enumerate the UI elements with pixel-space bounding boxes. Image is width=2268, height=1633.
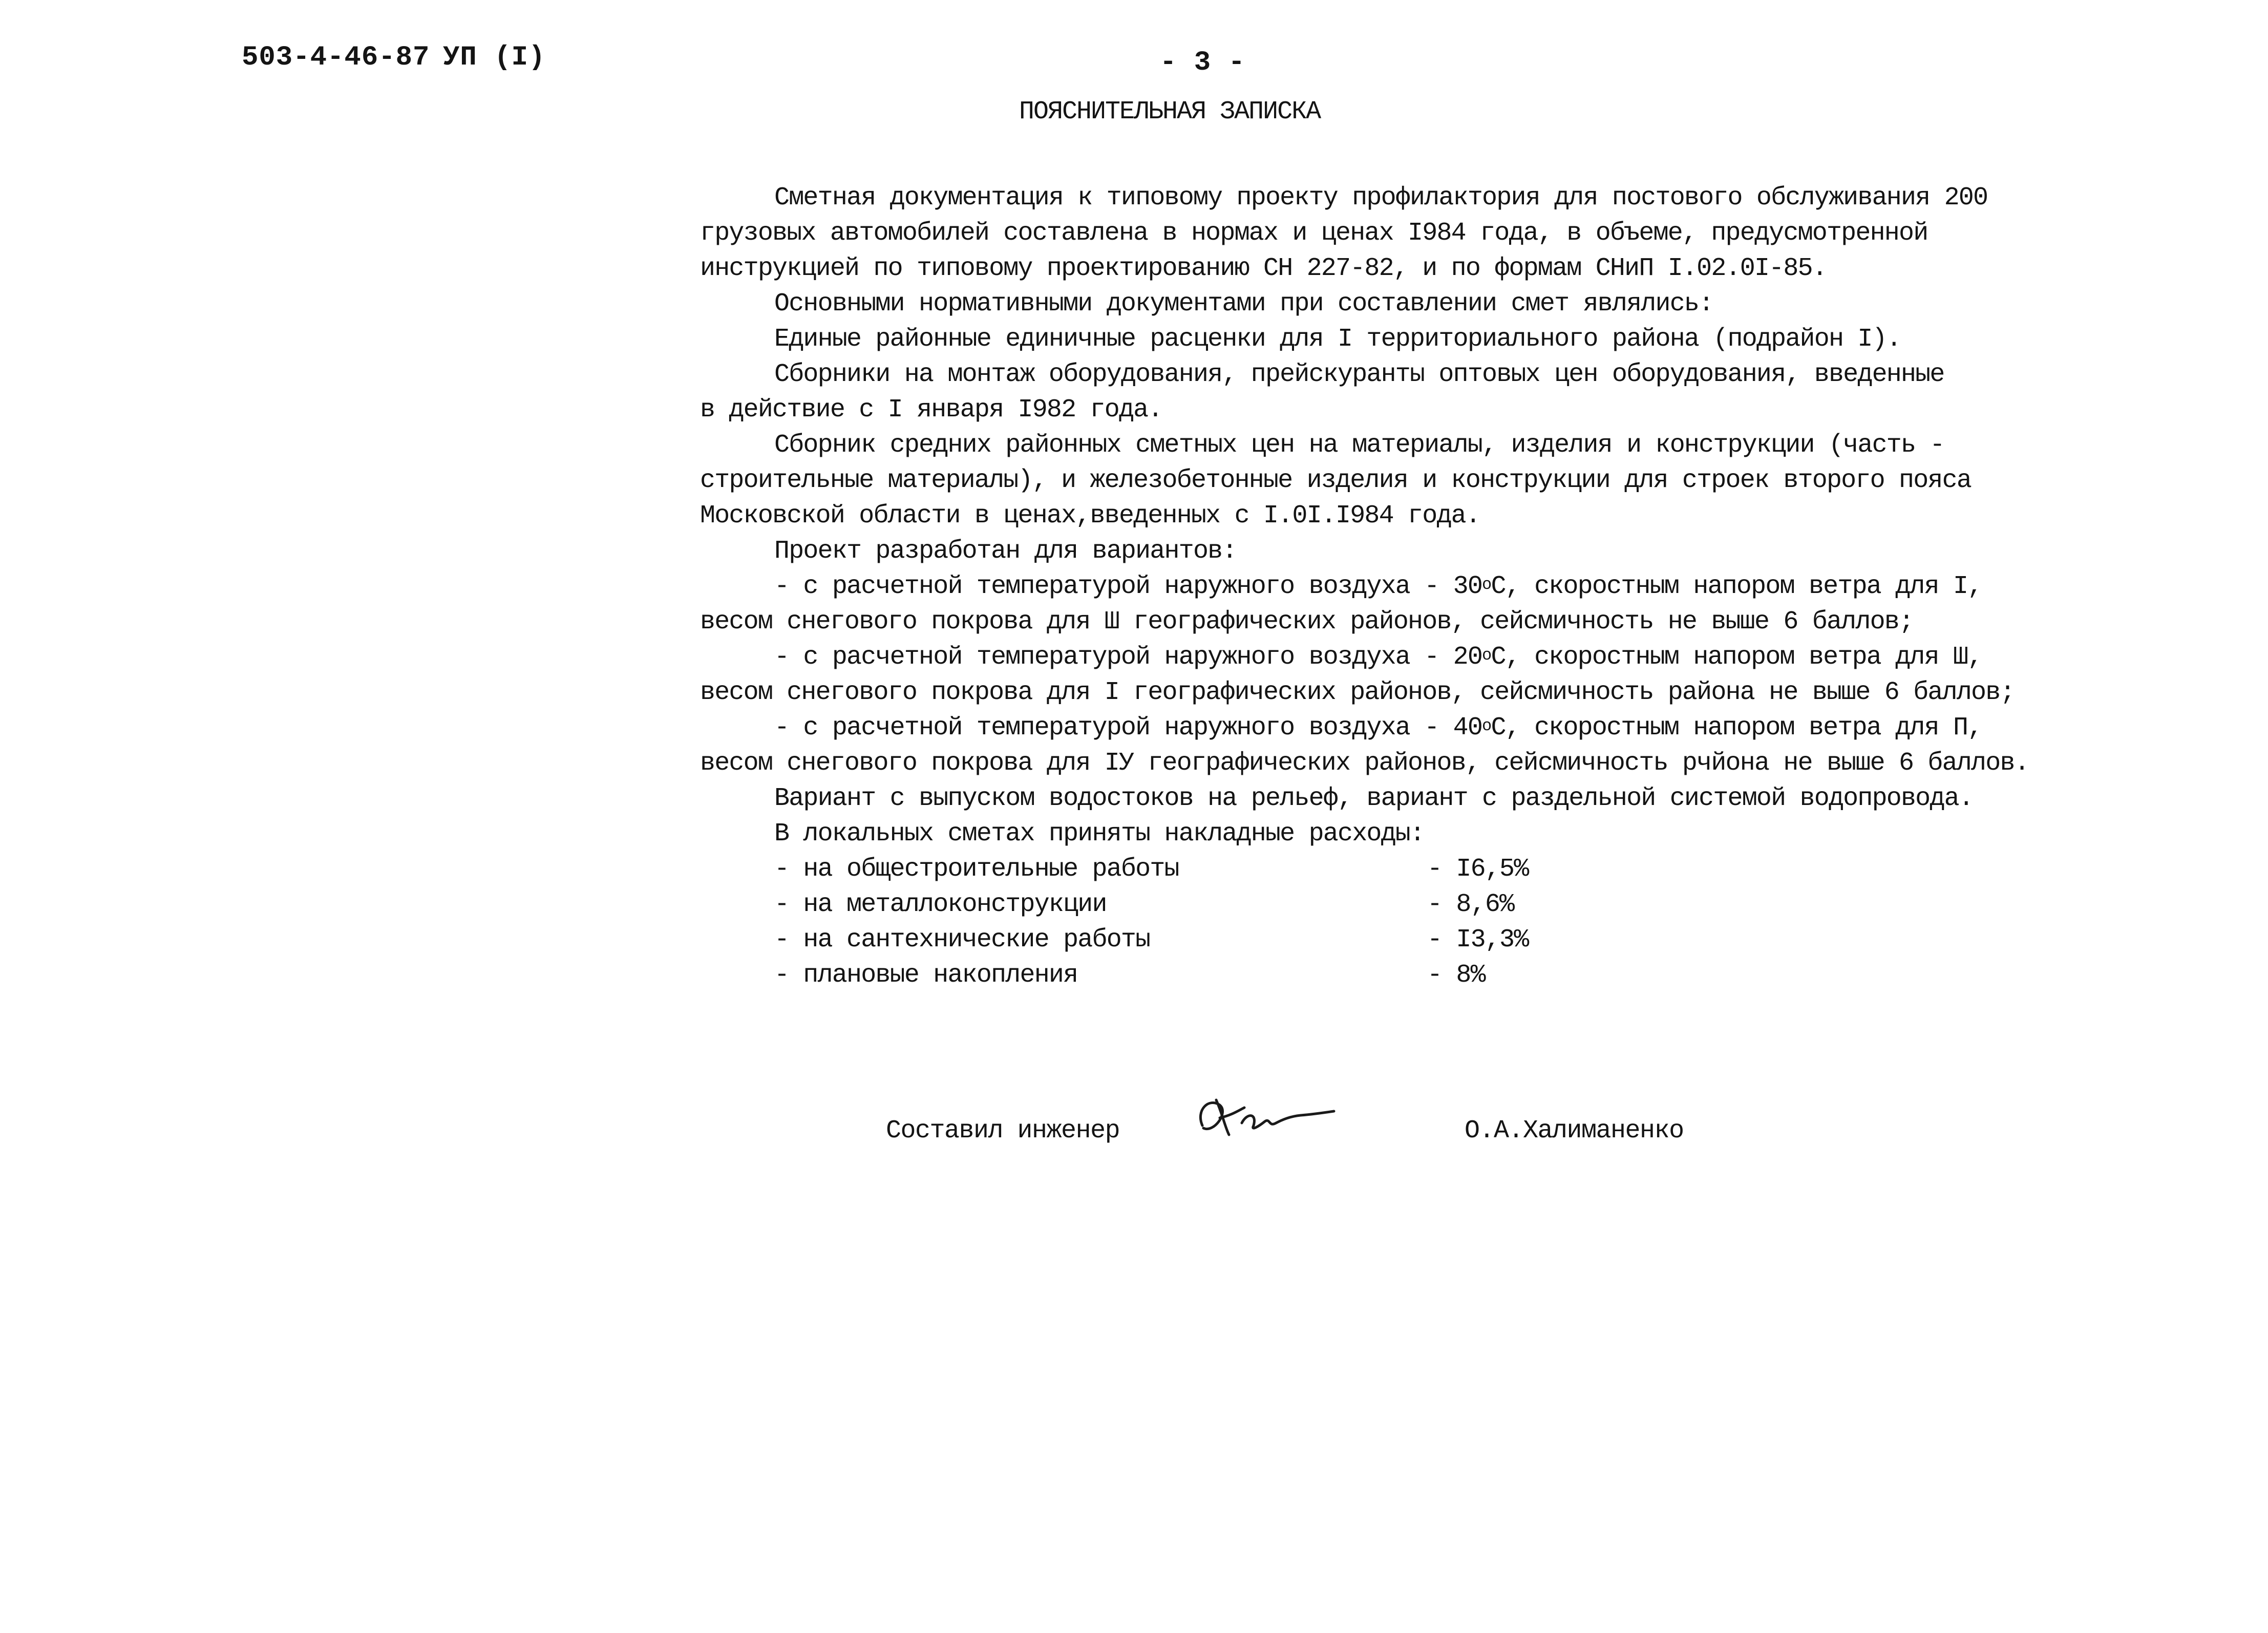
overhead-rate-row — [700, 922, 2052, 958]
rate-label: - на сантехнические работы — [774, 925, 1150, 955]
paragraph-line: строительные материалы), и железобетонные изделия и конструкции для строек второго пояса — [700, 466, 1972, 495]
paragraph-line: Единые районные единичные расценки для I территориального района (подрайон I). — [774, 325, 1901, 354]
note-body — [700, 180, 2052, 993]
variant-line — [700, 710, 2052, 746]
rate-value: - I3,3% — [1427, 925, 1529, 955]
variant-line — [700, 569, 2052, 604]
variant-line — [700, 640, 2052, 675]
rate-label: - на металлоконструкции — [774, 890, 1107, 919]
variant-text: С, скоростным напором ветра для П, — [1491, 713, 1982, 743]
paragraph-line: в действие с I января I982 года. — [700, 395, 1162, 425]
signer-role: Составил инженер — [886, 1116, 1120, 1146]
paragraph-line: Московской области в ценах,введенных с I.0I.I984 года. — [700, 501, 1480, 531]
variant-text: - с расчетной температурой наружного воздуха - 20 — [774, 643, 1482, 672]
variant-text: С, скоростным напором ветра для Ш, — [1491, 643, 1982, 672]
overhead-rate-row — [700, 852, 2052, 887]
overhead-rate-row — [700, 887, 2052, 922]
page-number: - 3 - — [1160, 47, 1246, 78]
degree-mark: о — [1482, 716, 1491, 735]
paragraph-line: Сборники на монтаж оборудования, прейскуранты оптовых цен оборудования, введенные — [774, 360, 1944, 389]
overhead-rate-row — [700, 958, 2052, 993]
rate-label: - плановые накопления — [774, 961, 1078, 990]
paragraph-line: Сборник средних районных сметных цен на материалы, изделия и конструкции (часть - — [774, 431, 1944, 460]
paragraph-line: В локальных сметах приняты накладные расходы: — [774, 819, 1425, 849]
paragraph-line: Сметная документация к типовому проекту профилактория для постового обслуживания 200 — [774, 183, 1988, 213]
paragraph-line: Вариант с выпуском водостоков на рельеф, вариант с раздельной системой водопровода. — [774, 784, 1974, 813]
variant-text: - с расчетной температурой наружного воздуха - 40 — [774, 713, 1482, 743]
paragraph-line: весом снегового покрова для I географических районов, сейсмичность района не выше 6 баллов; — [700, 678, 2015, 707]
degree-mark: о — [1482, 575, 1491, 594]
rate-value: - I6,5% — [1427, 855, 1529, 884]
paragraph-line: Основными нормативными документами при составлении смет являлись: — [774, 289, 1713, 319]
paragraph-line: весом снегового покрова для Ш географических районов, сейсмичность не выше 6 баллов; — [700, 607, 1914, 637]
paragraph-line: весом снегового покрова для IУ географических районов, сейсмичность рчйона не выше 6 баллов. — [700, 749, 2029, 778]
document-code: 503-4-46-87 — [242, 42, 430, 73]
section-code: УП (I) — [443, 42, 546, 73]
rate-label: - на общестроительные работы — [774, 855, 1179, 884]
signer-name: О.А.Халиманенко — [1465, 1116, 1684, 1146]
paragraph-line: грузовых автомобилей составлена в нормах и ценах I984 года, в объеме, предусмотренной — [700, 219, 1928, 248]
rate-value: - 8,6% — [1427, 890, 1514, 919]
document-title: ПОЯСНИТЕЛЬНАЯ ЗАПИСКА — [1019, 97, 1321, 126]
rate-value: - 8% — [1427, 961, 1485, 990]
degree-mark: о — [1482, 646, 1491, 665]
handwritten-signature — [1193, 1090, 1337, 1146]
variant-text: - с расчетной температурой наружного воздуха - 30 — [774, 572, 1482, 601]
paragraph-line: инструкцией по типовому проектированию СН 227-82, и по формам СНиП I.02.0I-85. — [700, 254, 1827, 283]
paragraph-line: Проект разработан для вариантов: — [774, 537, 1237, 566]
variant-text: С, скоростным напором ветра для I, — [1491, 572, 1982, 601]
